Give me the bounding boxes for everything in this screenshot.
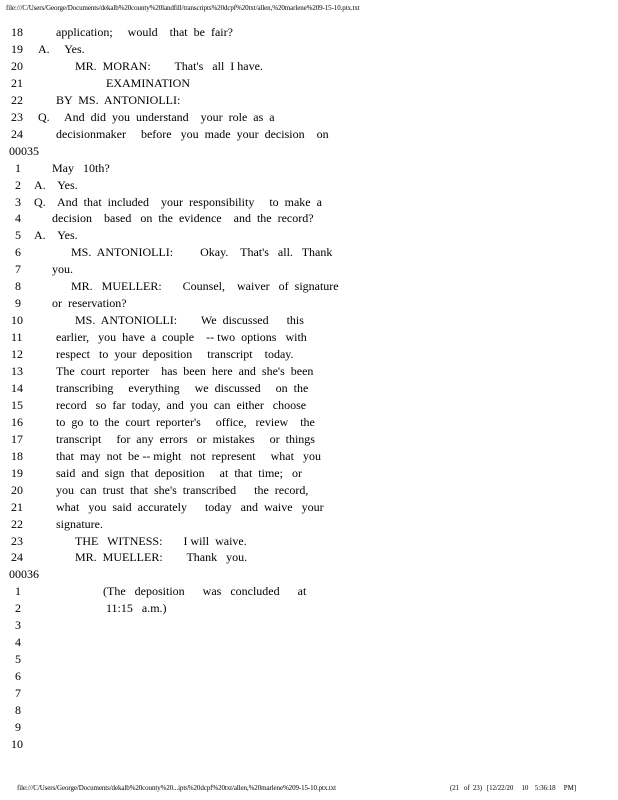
line-number: 10 — [11, 313, 23, 328]
line-text: you can trust that she's transcribed the record, — [56, 482, 309, 497]
line-text: MR. MUELLER: Thank you. — [75, 550, 248, 565]
line-text: MR. MORAN: That's all I have. — [75, 58, 263, 73]
line-number: 2 — [15, 601, 21, 616]
transcript-line — [0, 346, 618, 363]
line-text: transcribing everything we discussed on the — [56, 380, 309, 395]
transcript-line — [0, 244, 618, 261]
transcript-line — [0, 261, 618, 278]
line-text: signature. — [56, 516, 103, 531]
transcript-line — [0, 397, 618, 414]
line-number: 17 — [11, 431, 23, 446]
transcript-line — [0, 583, 618, 600]
line-text: A. Yes. — [34, 177, 78, 192]
line-text: record so far today, and you can either choose — [56, 397, 307, 412]
line-text: earlier, you have a couple -- two options with — [56, 330, 307, 345]
line-number: 19 — [11, 41, 23, 56]
line-text: Q. And did you understand your role as a — [38, 109, 275, 124]
transcript-line — [0, 651, 618, 668]
transcript-line — [0, 549, 618, 566]
footer-file-path: file:///C/Users/George/Documents/dekalb%20county%20...ipts%20dcpf%20txt/allen,%20marlene%209-15-10.ptx.txt — [17, 784, 336, 792]
transcript-line — [0, 465, 618, 482]
transcript-line — [0, 617, 618, 634]
transcript-line — [0, 668, 618, 685]
line-number: 23 — [11, 533, 23, 548]
line-number: 4 — [15, 635, 21, 650]
transcript-line — [0, 278, 618, 295]
line-text: transcript for any errors or mistakes or things — [56, 431, 315, 446]
line-text: said and sign that deposition at that time; or — [56, 465, 302, 480]
transcript-line — [0, 499, 618, 516]
transcript-line — [0, 75, 618, 92]
transcript-line — [0, 126, 618, 143]
line-text: MS. ANTONIOLLI: We discussed this — [75, 313, 304, 328]
line-number: 6 — [15, 245, 21, 260]
transcript-line — [0, 58, 618, 75]
transcript-line — [0, 194, 618, 211]
line-number: 22 — [11, 516, 23, 531]
line-text: Q. And that included your responsibility to make a — [34, 194, 322, 209]
line-text: EXAMINATION — [106, 75, 190, 90]
transcript-line — [0, 295, 618, 312]
transcript-line — [0, 210, 618, 227]
line-number: 10 — [11, 736, 23, 751]
transcript-line — [0, 312, 618, 329]
transcript-line — [0, 685, 618, 702]
line-text: application; would that be fair? — [56, 25, 233, 39]
transcript-line — [0, 24, 618, 41]
transcript-line — [0, 448, 618, 465]
line-text: (The deposition was concluded at — [103, 584, 307, 599]
transcript-line — [0, 600, 618, 617]
transcript-line — [0, 482, 618, 499]
line-number: 5 — [15, 228, 21, 243]
line-text: THE WITNESS: I will waive. — [75, 533, 247, 548]
transcript-line — [0, 431, 618, 448]
line-number: 24 — [11, 126, 23, 141]
line-text: MS. ANTONIOLLI: Okay. That's all. Thank — [71, 245, 333, 260]
line-number: 21 — [11, 499, 23, 514]
line-text: to go to the court reporter's office, review the — [56, 414, 315, 429]
page-marker: 00035 — [9, 143, 39, 158]
line-number: 11 — [11, 330, 23, 345]
transcript-line — [0, 92, 618, 109]
line-number: 16 — [11, 414, 23, 429]
line-number: 1 — [15, 584, 21, 599]
line-text: what you said accurately today and waive your — [56, 499, 324, 514]
transcript-line — [0, 329, 618, 346]
line-number: 24 — [11, 550, 23, 565]
line-number: 20 — [11, 58, 23, 73]
line-number: 6 — [15, 669, 21, 684]
line-number: 22 — [11, 92, 23, 107]
line-number: 1 — [15, 160, 21, 175]
line-text: MR. MUELLER: Counsel, waiver of signature — [71, 279, 339, 294]
line-number: 20 — [11, 482, 23, 497]
line-number: 8 — [15, 703, 21, 717]
transcript-line — [0, 380, 618, 397]
footer-page-info: (21 of 23) [12/22/20 10 5:36:18 PM] — [450, 784, 576, 792]
transcript-line — [0, 160, 618, 177]
page-marker-line — [0, 566, 618, 583]
transcript-line — [0, 363, 618, 380]
line-text: you. — [52, 262, 73, 277]
line-text: May 10th? — [52, 160, 110, 175]
line-text: respect to your deposition transcript today. — [56, 347, 294, 362]
line-number: 9 — [15, 296, 21, 311]
line-number: 21 — [11, 75, 23, 90]
line-text: The court reporter has been here and she's been — [56, 364, 314, 378]
transcript-line — [0, 634, 618, 651]
transcript-line — [0, 736, 618, 753]
line-number: 4 — [15, 211, 21, 226]
transcript-line — [0, 227, 618, 244]
line-text: BY MS. ANTONIOLLI: — [56, 92, 181, 107]
line-number: 23 — [11, 109, 23, 124]
line-text: 11:15 a.m.) — [106, 601, 167, 616]
line-text: decision based on the evidence and the record? — [52, 211, 314, 226]
line-number: 7 — [15, 262, 21, 277]
page-marker: 00036 — [9, 567, 39, 582]
line-number: 9 — [15, 719, 21, 734]
line-number: 8 — [15, 279, 21, 294]
transcript-line — [0, 719, 618, 736]
line-number: 14 — [11, 380, 23, 395]
line-number: 13 — [11, 364, 23, 378]
transcript-line — [0, 414, 618, 431]
line-text: A. Yes. — [34, 228, 78, 243]
line-text: that may not be -- might not represent what you — [56, 448, 321, 463]
transcript-line — [0, 41, 618, 58]
line-number: 5 — [15, 652, 21, 667]
line-number: 3 — [15, 618, 21, 633]
transcript-line — [0, 533, 618, 550]
line-text: A. Yes. — [38, 41, 85, 56]
page-marker-line — [0, 143, 618, 160]
transcript-line — [0, 516, 618, 533]
transcript-line — [0, 177, 618, 194]
transcript-line — [0, 109, 618, 126]
line-number: 19 — [11, 465, 23, 480]
line-number: 18 — [11, 448, 23, 463]
line-text: or reservation? — [52, 296, 127, 311]
transcript-line — [0, 702, 618, 719]
line-number: 3 — [15, 194, 21, 209]
line-number: 15 — [11, 397, 23, 412]
line-number: 18 — [11, 25, 23, 39]
line-number: 7 — [15, 686, 21, 701]
line-text: decisionmaker before you made your decision on — [56, 126, 329, 141]
header-file-path: file:///C/Users/George/Documents/dekalb%20county%20landfill/transcripts%20dcpf%20txt/allen,%20marlene%209-15-10.ptx.txt — [6, 4, 360, 12]
line-number: 12 — [11, 347, 23, 362]
line-number: 2 — [15, 177, 21, 192]
